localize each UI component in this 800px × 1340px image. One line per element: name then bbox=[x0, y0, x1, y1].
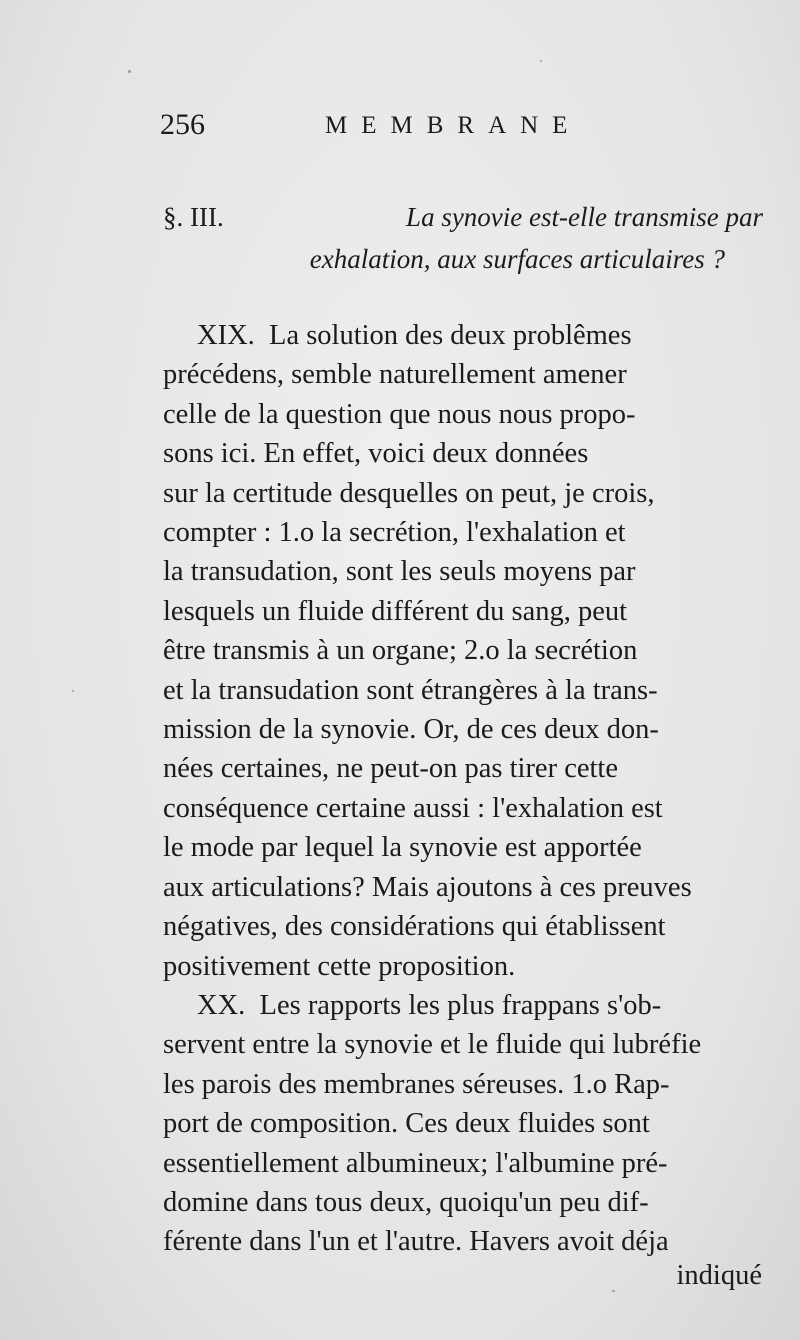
paper-speck bbox=[540, 60, 542, 62]
catchword: indiqué bbox=[676, 1260, 762, 1291]
text-line: sons ici. En effet, voici deux données bbox=[163, 438, 589, 470]
text-line: le mode par lequel la synovie est apportée bbox=[163, 832, 642, 864]
paper-speck bbox=[128, 70, 131, 73]
page-number: 256 bbox=[160, 108, 205, 141]
text-line: être transmis à un organe; 2.o la secrétion bbox=[163, 635, 638, 667]
paragraph-xix bbox=[163, 316, 761, 986]
body-text bbox=[163, 316, 761, 1262]
text-line: négatives, des considérations qui établissent bbox=[163, 911, 666, 943]
text-line: servent entre la synovie et le fluide qui lubréfie bbox=[163, 1029, 702, 1061]
running-title: MEMBRANE bbox=[325, 112, 582, 139]
running-head bbox=[160, 108, 760, 148]
text-line: positivement cette proposition. bbox=[163, 950, 516, 982]
text-line: férente dans l'un et l'autre. Havers avoit déja bbox=[163, 1226, 669, 1258]
text-line: précédens, semble naturellement amener bbox=[163, 359, 627, 391]
section-mark: §. III. bbox=[163, 202, 224, 232]
text-line: conséquence certaine aussi : l'exhalation est bbox=[163, 792, 663, 824]
text-line: compter : 1.o la secrétion, l'exhalation et bbox=[163, 517, 626, 549]
text-line: la transudation, sont les seuls moyens par bbox=[163, 556, 636, 588]
text-line: XIX. La solution des deux problêmes bbox=[197, 320, 632, 351]
paragraph-xx bbox=[163, 986, 761, 1262]
text-line: lesquels un fluide différent du sang, peut bbox=[163, 595, 628, 627]
text-line: mission de la synovie. Or, de ces deux don- bbox=[163, 714, 659, 746]
section-title-line-1: La synovie est-elle transmise par bbox=[406, 202, 763, 232]
paper-speck bbox=[612, 1290, 615, 1292]
text-line: XX. Les rapports les plus frappans s'ob- bbox=[197, 989, 662, 1021]
text-line: les parois des membranes séreuses. 1.o Rap- bbox=[163, 1068, 670, 1100]
text-line: aux articulations? Mais ajoutons à ces preuves bbox=[163, 871, 692, 903]
section-heading bbox=[163, 196, 763, 280]
text-line: et la transudation sont étrangères à la trans- bbox=[163, 674, 658, 706]
text-line: nées certaines, ne peut-on pas tirer cette bbox=[163, 753, 618, 785]
text-line: sur la certitude desquelles on peut, je crois, bbox=[163, 477, 655, 509]
text-line: domine dans tous deux, quoiqu'un peu dif- bbox=[163, 1186, 649, 1218]
text-line: port de composition. Ces deux fluides sont bbox=[163, 1108, 650, 1140]
text-line: celle de la question que nous nous propo- bbox=[163, 398, 636, 430]
text-line: essentiellement albumineux; l'albumine pré- bbox=[163, 1147, 668, 1179]
section-title-line-2: exhalation, aux surfaces articulaires ? bbox=[309, 244, 725, 274]
paper-speck bbox=[72, 690, 74, 692]
